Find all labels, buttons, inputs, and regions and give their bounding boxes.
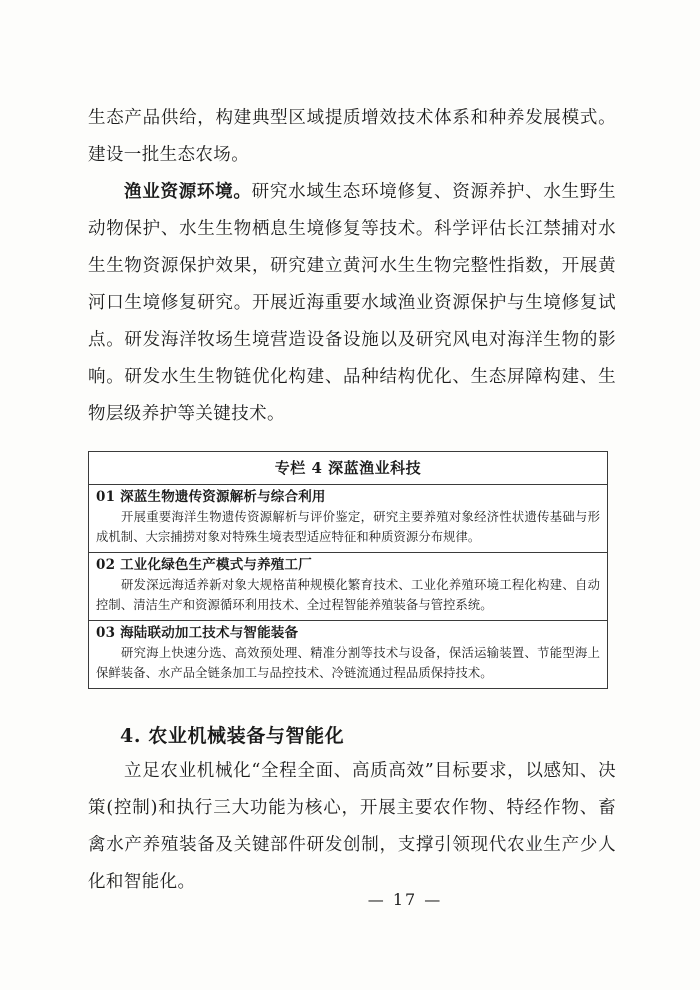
feature-box-item xyxy=(89,553,607,621)
feature-box-item-heading xyxy=(96,623,600,644)
feature-box-item-number: 01 xyxy=(96,489,116,505)
section-heading: 4. 农业机械装备与智能化 xyxy=(120,725,345,747)
section-paragraph: 立足农业机械化“全程全面、高质高效”目标要求，以感知、决策(控制)和执行三大功能为核心，开展主要农作物、特经作物、畜禽水产养殖装备及关键部件研发创制，支撑引领现代农业生产少人化和智能化。 xyxy=(88,761,616,892)
feature-box-item-body: 开展重要海洋生物遗传资源解析与评价鉴定，研究主要养殖对象经济性状遗传基础与形成机制、大宗捕捞对象对特殊生境表型适应特征和种质资源分布规律。 xyxy=(96,510,600,544)
feature-box-item-number: 03 xyxy=(96,625,116,641)
feature-box-item-body: 研究海上快速分选、高效预处理、精准分割等技术与设备，保活运输装置、节能型海上保鲜装备、水产品全链条加工与品控技术、冷链流通过程品质保持技术。 xyxy=(96,646,600,680)
feature-box-item-heading xyxy=(96,487,600,508)
feature-box-title: 专栏 4 深蓝渔业科技 xyxy=(89,452,607,485)
feature-box-item-title: 深蓝生物遗传资源解析与综合利用 xyxy=(120,489,326,505)
paragraph-continuation: 生态产品供给，构建典型区域提质增效技术体系和种养发展模式。建设一批生态农场。 xyxy=(88,108,616,165)
feature-box-item-number: 02 xyxy=(96,557,116,573)
feature-box-item-body: 研发深远海适养新对象大规格苗种规模化繁育技术、工业化养殖环境工程化构建、自动控制、清洁生产和资源循环利用技术、全过程智能养殖装备与管控系统。 xyxy=(96,578,600,612)
feature-box-item xyxy=(89,621,607,688)
page-number: — 17 — xyxy=(367,890,443,909)
feature-box-item-title: 工业化绿色生产模式与养殖工厂 xyxy=(120,557,312,573)
page-content xyxy=(88,100,616,901)
feature-box-item-title: 海陆联动加工技术与智能装备 xyxy=(120,625,299,641)
paragraph-fisheries-text: 研究水域生态环境修复、资源养护、水生野生动物保护、水生生物栖息生境修复等技术。科学评估长江禁捕对水生生物资源保护效果，研究建立黄河水生生物完整性指数，开展黄河口生境修复研究。开展近海重要水域渔业资源保护与生境修复试点。研发海洋牧场生境营造设备设施以及研究风电对海洋生物的影响。研发水生生物链优化构建、品种结构优化、生态屏障构建、生物层级养护等关键技术。 xyxy=(88,182,616,424)
feature-box xyxy=(88,451,608,689)
paragraph-fisheries-lead: 渔业资源环境。 xyxy=(124,182,252,202)
paragraph-fisheries xyxy=(88,174,616,433)
feature-box-item xyxy=(89,485,607,553)
feature-box-item-heading xyxy=(96,555,600,576)
